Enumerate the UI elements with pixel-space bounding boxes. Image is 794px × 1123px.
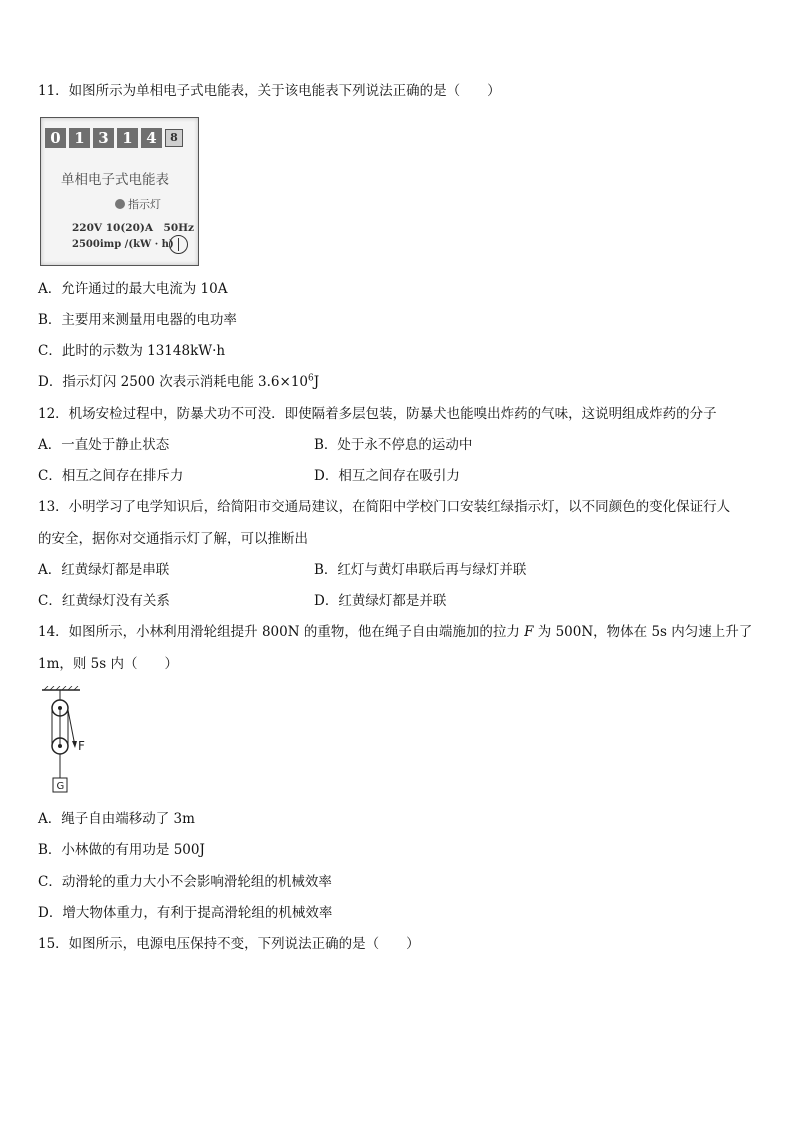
q14-force-variable: F — [524, 624, 534, 640]
q14-option-b: B．小林做的有用功是 500J — [38, 842, 205, 858]
indicator-light-icon — [115, 199, 125, 209]
ceiling-support — [42, 686, 80, 700]
meter-title: 单相电子式电能表 — [61, 172, 169, 188]
meter-digit: 1 — [69, 128, 90, 148]
q14-option-c: C．动滑轮的重力大小不会影响滑轮组的机械效率 — [38, 874, 332, 890]
q12-stem: 12．机场安检过程中，防暴犬功不可没．即使隔着多层包装，防暴犬也能嗅出炸药的气味，这说明组成炸药的分子 — [38, 406, 717, 422]
q11-option-a: A．允许通过的最大电流为 10A — [38, 281, 228, 297]
q12-option-c: C．相互之间存在排斥力 — [38, 468, 184, 484]
q11-option-b: B．主要用来测量用电器的电功率 — [38, 312, 237, 328]
meter-indicator — [115, 196, 161, 212]
pulley-system-figure — [38, 686, 98, 798]
q11-option-d — [38, 372, 319, 392]
q11-option-d-unit: J — [313, 374, 320, 390]
meter-digit: 0 — [45, 128, 66, 148]
q11-option-d-text: D．指示灯闪 2500 次表示消耗电能 3.6×10 — [38, 374, 309, 390]
indicator-label: 指示灯 — [128, 198, 161, 211]
force-label: F — [78, 739, 85, 753]
meter-digit-decimal: 8 — [165, 129, 183, 147]
force-arrow-icon — [72, 741, 77, 748]
q13-option-b: B．红灯与黄灯串联后再与绿灯并联 — [314, 562, 527, 578]
meter-phase-symbol-icon — [169, 235, 188, 254]
q14-stem-line2: 1m，则 5s 内（ ） — [38, 656, 178, 672]
q14-stem-line1 — [38, 622, 752, 642]
meter-spec-constant: 2500imp /(kW · h) — [72, 239, 174, 250]
meter-digit: 1 — [117, 128, 138, 148]
q13-option-c: C．红黄绿灯没有关系 — [38, 593, 170, 609]
q13-stem-line1: 13．小明学习了电学知识后，给简阳市交通局建议，在简阳中学校门口安装红绿指示灯，以不同颜色的变化保证行人 — [38, 499, 731, 515]
q14-option-d: D．增大物体重力，有利于提高滑轮组的机械效率 — [38, 905, 333, 921]
meter-spec-rating: 220V 10(20)A 50Hz — [72, 222, 195, 234]
q14-stem-text-cont: 为 500N，物体在 5s 内匀速上升了 — [533, 624, 753, 640]
q14-option-a: A．绳子自由端移动了 3m — [38, 811, 195, 827]
meter-digit: 3 — [93, 128, 114, 148]
q11-option-c: C．此时的示数为 13148kW·h — [38, 343, 226, 359]
q11-stem: 11．如图所示为单相电子式电能表，关于该电能表下列说法正确的是（ ） — [38, 83, 501, 99]
q11-option-d-exponent: 6 — [308, 373, 314, 384]
energy-meter-figure — [40, 117, 199, 266]
meter-digits — [45, 128, 183, 148]
q15-stem: 15．如图所示，电源电压保持不变，下列说法正确的是（ ） — [38, 936, 420, 952]
q12-option-a: A．一直处于静止状态 — [38, 437, 170, 453]
q12-option-d: D．相互之间存在吸引力 — [314, 468, 460, 484]
meter-digit: 4 — [141, 128, 162, 148]
q13-option-d: D．红黄绿灯都是并联 — [314, 593, 447, 609]
q13-stem-line2: 的安全，据你对交通指示灯了解，可以推断出 — [38, 531, 308, 547]
free-rope-end — [68, 710, 75, 746]
weight-label: G — [56, 781, 65, 792]
q13-option-a: A．红黄绿灯都是串联 — [38, 562, 170, 578]
q14-stem-text: 14．如图所示，小林利用滑轮组提升 800N 的重物，他在绳子自由端施加的拉力 — [38, 624, 525, 640]
q12-option-b: B．处于永不停息的运动中 — [314, 437, 473, 453]
